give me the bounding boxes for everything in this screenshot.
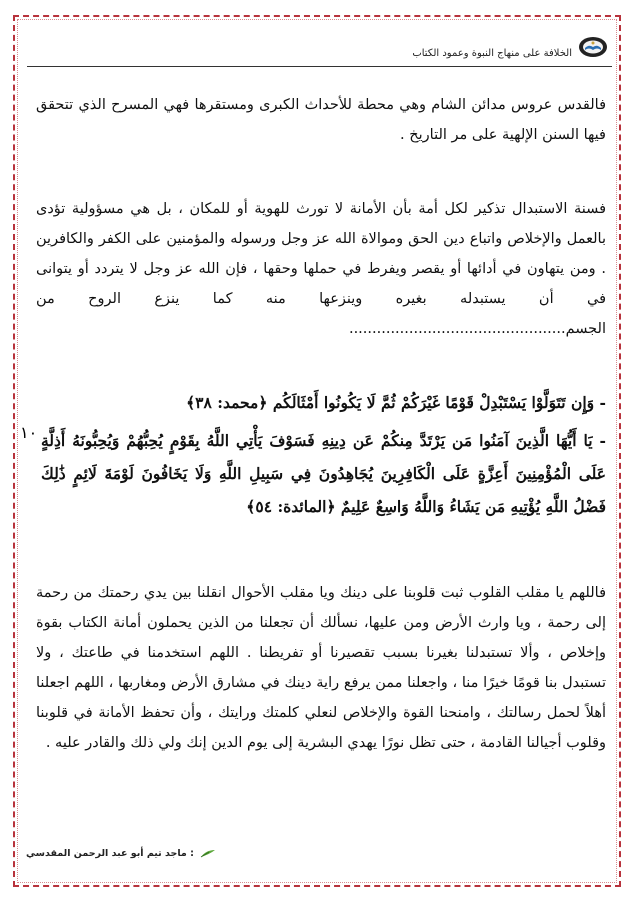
header-title: الخلافة على منهاج النبوة وعمود الكتاب bbox=[412, 48, 572, 59]
paragraph-supplication: فاللهم يا مقلب القلوب ثبت قلوبنا على دينك ويا مقلب الأحوال انقلنا بين يدي رحمتك من رحمة إلى رحمة ، ويا وارث الأرض ومن عليها، نسألك أن تجعلنا من الذين يحملون أمانة الكتاب بقوة وإخلاص ، وألا تستبدلنا بغيرنا بسبب تقصيرنا أو تفريطنا . اللهم استخدمنا في طاعتك ، ولا تستبدل بنا قومًا خيرًا منا ، واجعلنا ممن يرفع راية دينك في مشارق الأرض ومغاربها ، اللهم اجعلنا أهلاً لحمل رسالتك ، وامنحنا القوة والإخلاص لنعلي كلمتك ورايتك ، وأن تحفظ الأمانة في قلوبنا وقلوب أجيالنا القادمة ، حتى تظل نورًا يهدي البشرية إلى يوم الدين إنك ولي ذلك والقادر عليه . bbox=[36, 585, 606, 751]
verse-maidah-54: - يَا أَيُّهَا الَّذِينَ آمَنُوا مَن يَرْتَدَّ مِنكُمْ عَن دِينِهِ فَسَوْفَ يَأْتِي اللَّهُ بِقَوْمٍ يُحِبُّهُمْ وَيُحِبُّونَهُ أَذِلَّةٍ عَلَى الْمُؤْمِنِينَ أَعِزَّةٍ عَلَى الْكَافِرِينَ يُجَاهِدُونَ فِي سَبِيلِ اللَّهِ وَلَا يَخَافُونَ لَوْمَةَ لَائِمٍ ذَٰلِكَ فَضْلُ اللَّهِ يُؤْتِيهِ مَن يَشَاءُ وَاللَّهُ وَاسِعٌ عَلِيمٌ ﴿المائدة: ٥٤﴾ bbox=[41, 431, 606, 516]
pen-leaf-icon bbox=[200, 849, 216, 858]
paragraph-replacement: فسنة الاستبدال تذكير لكل أمة بأن الأمانة لا تورث للهوية أو للمكان ، بل هي مسؤولية تؤدى بالعمل والإخلاص واتباع دين الحق وموالاة الله عز وجل ورسوله والمؤمنين على الكفر والكافرين . ومن يتهاون في أدائها أو يقصر ويفرط في حملها وحقها ، فإن الله عز وجل لا يتردد أو يتوانى في أن يستبدله بغيره وينزعها منه كما ينزع الروح من الجسم............................................... bbox=[36, 201, 606, 337]
verse-muhammad-38: - وَإِن تَتَوَلَّوْا يَسْتَبْدِلْ قَوْمًا غَيْرَكُمْ ثُمَّ لَا يَكُونُوا أَمْثَالَكُم ﴿محمد: ٣٨﴾ bbox=[186, 393, 606, 412]
author-signature bbox=[26, 848, 216, 859]
book-emblem-icon bbox=[578, 36, 608, 58]
paragraph-jerusalem: فالقدس عروس مدائن الشام وهي محطة للأحداث الكبرى ومستقرها فهي المسرح الذي تتحقق فيها السنن الإلهية على مر التاريخ . bbox=[36, 97, 606, 143]
page-header bbox=[27, 32, 612, 72]
author-name: : ماجد تيم أبو عبد الرحمن المقدسي bbox=[26, 848, 194, 859]
margin-number: ١٠ bbox=[20, 423, 38, 442]
header-divider bbox=[27, 66, 612, 67]
